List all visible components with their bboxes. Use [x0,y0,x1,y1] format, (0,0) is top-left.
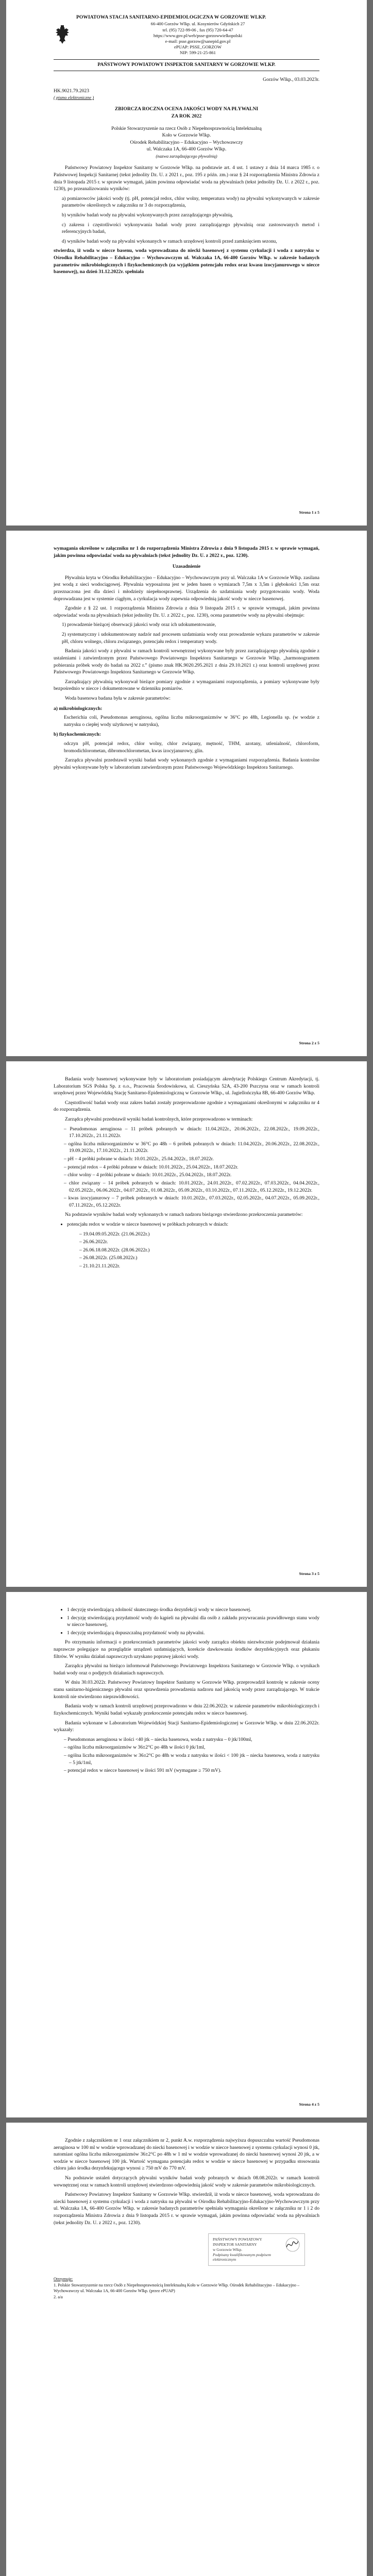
phone-line: tel. (95) 722-99-06 , fax (95) 720-64-47 [162,27,233,32]
paragraph: Częstotliwość badań wody oraz zakres badań zostały przeprowadzone zgodnie z wymaganiami określonymi w załączniku nr 4 do rozporządzenia. [54,1099,319,1113]
paragraph: Badania wykonane w Laboratorium Wojewódzkiej Stacji Sanitarno-Epidemiologicznej w Gorzowie Wlkp. w dniu 22.06.2022r. wykazały: [54,1720,319,1733]
organization-name: POWIATOWA STACJA SANITARNO-EPIDEMIOLOGICZNA W GORZOWIE WLKP. [76,15,266,20]
date-item: – 21.10.21.11.2022r. [84,1263,319,1270]
divider [54,59,319,60]
recipient-item: 2. a/a [54,2294,63,2299]
paragraph: Zgodnie z załącznikiem nr 1 oraz załącznikiem nr 2, punkt A.w. rozporządzenia najwyższa dopuszczalna wartość Pseudomonas aeruginosa w 100 ml w wodzie wprowadzanej do niecki basenowej i w wodzie w niecce basenowej z systemu cyrkulacji wynosi 0 jtk, natomiast ogólna liczba mikroorganizmów 36±2°C po 48h w 1 ml w wodzie wprowadzanej do niecki basenowej wynosi 20 jtk, a w wodzie w niecce basenowej 100 jtk. Wartość wymagana potencjału redox w wodzie w niecce basenowej w przypadku stosowania chloru jako środka dezynfekującego wynosi ≥ 750 mV do 770 mV. [54,2138,319,2172]
paragraph: wymagania określone w załączniku nr 1 do rozporządzenia Ministra Zdrowia z dnia 9 listopada 2015 r. w sprawie wymagań, jakim powinna odpowiadać woda na pływalniach (tekst jednolity Dz. U. z 2022 r., poz. 1230). [54,546,319,558]
document-title [54,106,319,120]
list-item: a) pomiarowców jakości wody (tj. pH, potencjał redox, chlor wolny, temperatura wody) na pływalni wykonywanych w zakresie parametrów określonych w załączniku nr 3 do rozporządzenia, [62,195,319,209]
document-page-5 [6,2123,367,2576]
date-item: – 26.06.18.08.2022r. (28.06.2022r.) [84,1247,319,1254]
sub-heading: a) mikrobiologicznych: [54,705,103,711]
document-page-4 [6,1592,367,2117]
list-item: – chlor związany – 14 próbek pobranych w dniach: 10.01.2022r., 24.01.2022r., 07.02.2022r., 07.03.2022r., 04.04.2022r., 02.05.2022r., 06.06.2022r., 04.07.2022r., 01.08.2022r., 05.09.2022r., 03.10.2022r., 07.11.2022r., 05.12.2022r., 19.12.2022r. [69,1180,319,1194]
paragraph: Państwowy Powiatowy Inspektor Sanitarny w Gorzowie Wlkp. stwierdził, iż woda w niecce basenowej, woda wprowadzana do niecki basenowej z systemu cyrkulacji i woda z natrysku na pływalni w Ośrodku Rehabilitacyjno-Edukacyjno-Wychowawczym przy ul. Walczaka 1A, 66-400 Gorzów Wlkp. w zakresie badanych parametrów spełniała wymagania określone w załączniku nr 1 i 2 do rozporządzenia Ministra Zdrowia z dnia 9 listopada 2015 r. w sprawie wymagań, jakim powinna odpowiadać woda na pływalniach (tekst jednolity Dz. U. z 2022 r., poz. 1230). [54,2192,319,2226]
paragraph: Na podstawie wyników badań wody wykonanych w ramach nadzoru bieżącego stwierdzono przekroczenia parametrów: [65,1212,303,1218]
list-item: – chlor wolny – 4 próbki pobrane w dniach: 10.01.2022r., 25.04.2022r., 18.07.2022r. [69,1172,319,1179]
website-link[interactable]: https://www.gov.pl/web/psse-gorzowwielkopolski [153,32,243,38]
list-item: – Pseudomonas aeruginosa w ilości <40 jtk – niecka basenowa, woda z natrysku – 0 jtk/100ml, [69,1736,319,1743]
results-list [54,1736,319,1774]
list-item: Escherichia coli, Pseudomonas aeruginosa, ogólna liczba mikroorganizmów w 36°C po 48h, Legionella sp. (w wodzie z natrysku o ciepłej wody użytkowej w natrysku), [64,715,319,727]
recipient-line: ul. Walczaka 1A, 66-400 Gorzów Wlkp. [146,146,227,152]
signature-scribble-icon [285,2237,300,2252]
decision-list [54,1606,319,1636]
list-item: – ogólna liczba mikroorganizmów w 36°C po 48h – 6 próbek pobranych w dniach: 11.04.2022r., 20.06.2022r., 22.08.2022r., 19.09.2022r., 17.10.2022r., 21.11.2022r. [69,1141,319,1155]
title-line-2: ZA ROK 2022 [171,113,202,120]
title-line-1: ZBIORCZA ROCZNA OCENA JAKOŚCI WODY NA PŁYWALNI [114,106,259,112]
document-page-3 [6,1061,367,1587]
recipients-heading: Otrzymuje: [54,2277,73,2282]
list-item: – ogólna liczba mikroorganizmów w 36±2°C po 48h w woda z natrysku w ilości < 100 jtk – niecka basenowa, woda z natrysku – 5 jtk/1ml, [69,1752,319,1766]
inspector-title: PAŃSTWOWY POWIATOWY INSPEKTOR SANITARNY W GORZOWIE WLKP. [97,62,276,67]
paragraph: Na podstawie ustaleń dotyczących pływalni wyników badań wody pobranych w dniach 08.08.2022r. w ramach kontroli wewnętrznej oraz w ramach kontroli urzędowej stwierdzono odpowiednią jakość wody w zakresie parametrów mikrobiologicznych. [54,2175,319,2188]
page-number: Strona 2 z 5 [299,1040,319,1045]
list-item: – ogólna liczba mikroorganizmów w 36±2°C po 48h w ilości 0 jtk/1ml, [69,1744,319,1751]
epuap-line: ePUAP: PSSE_GORZOW [174,44,222,50]
list-item: – Pseudomonas aeruginosa – 11 próbek pobranych w dniach: 11.04.2022r., 20.06.2022r., 22.08.2022r., 19.09.2022r., 17.10.2022r., 21.11.2022r. [69,1126,319,1140]
list-item: • potencjału redox w wodzie w niecce basenowej w próbkach pobranych w dniach: [67,1221,319,1228]
list-item: – kwas izocyjanurowy – 7 próbek pobranych w dniach: 10.01.2022r., 07.03.2022r., 02.05.2022r., 04.07.2022r., 05.09.2022r., 07.11.2022r., 05.12.2022r. [69,1195,319,1209]
conclusion-paragraph: stwierdza, iż woda w niecce basenu, woda wprowadzana do niecki basenowej z systemu cyrkulacji i woda z natrysku w Ośrodku Rehabilitacyjno – Edukacyjno – Wychowawczym ul. Walczaka 1A, 66-400 Gorzów Wlkp. w zakresie badanych parametrów mikrobiologicznych i fizykochemicznych (za wyjątkiem potencjału redox oraz kwasu izocyjanurowego w niecce basenowej), na dzień 31.12.2022r. spełniała [54,248,319,275]
page-number: Strona 3 z 5 [299,1571,319,1576]
electronic-signature [208,2233,305,2266]
recipient-line: Koło w Gorzowie Wlkp. [162,132,211,139]
date-item: – 26.06.2022r. [84,1239,319,1246]
date-item: – 19.04.09.05.2022r. (21.06.2022r.) [84,1231,319,1238]
paragraph: Zarządca pływalni przedstawił wyniki badań wody wykonanych zgodnie z wymaganiami rozporządzenia. Badania kontrolne pływalni wykonywane były w laboratorium zatwierdzonym przez Państwowego Wojewódzkiego Inspektora Sanitarnego. [54,757,319,770]
paragraph: Pływalnia kryta w Ośrodku Rehabilitacyjno – Edukacyjno – Wychowawczym przy ul. Walczaka 1A w Gorzowie Wlkp. zasilana jest wodą z sieci wodociągowej. Pływalnia wyposażona jest w jeden basen o wymiarach 7,5m x 3,5m i głębokości 1,5m oraz przeznaczona jest dla dzieci i młodzieży niepełnosprawnej. Urządzenia do uzdatniania wody przygotowaniu wody. Woda doprowadzana jest w systemie ciągłym, a cyrkulacja wody zapewnia odpowiednią jakość wody w niecce basenowej. [54,574,319,602]
paragraph: W dniu 30.03.2022r. Państwowy Powiatowy Inspektor Sanitarny w Gorzowie Wlkp. przeprowadził kontrolę w zakresie oceny stanu sanitarno-higienicznego pływalni oraz sprawdzenia prowadzenia nadzoru nad jakością wody przez zarządzającego. W trakcie kontroli nie stwierdzono nieprawidłowości. [54,1680,319,1700]
exceedance-list [54,1221,319,1228]
list-item: – potencjał redox w niecce basenowej w ilości 591 mV (wymagane ≥ 750 mV). [69,1767,319,1774]
paragraph: Zarządca pływalni na bieżąco informował Państwowego Powiatowego Inspektora Sanitarnego w Gorzowie Wlkp. o wynikach badań wody oraz o podjętych działaniach naprawczych. [54,1663,319,1676]
email-link[interactable]: e-mail: psse.gorzow@sanepid.gov.pl [165,39,231,44]
paragraph: Państwowy Powiatowy Inspektor Sanitarny w Gorzowie Wlkp. na podstawie art. 4 ust. 1 ustawy z dnia 14 marca 1985 r. o Państwowej Inspekcji Sanitarnej (tekst jednolity Dz. U. z 2021 r., poz. 195 z późn. zm.) oraz § 24 rozporządzenia Ministra Zdrowia z dnia 9 listopada 2015 r. w sprawie wymagań, jakim powinna odpowiadać woda na pływalniach (tekst jednolity Dz. U. z 2022 r., poz. 1230), po przeanalizowaniu wyników: [54,165,319,192]
list-item: c) zakresu i częstotliwości wykonywania badań wody przez zarządzającego pływalnią oraz zastosowanych metod i referencyjnych badań, [62,222,319,235]
list-item: – pH – 4 próbki pobrane w dniach: 10.01.2022r., 25.04.2022r., 18.07.2022r. [69,1156,319,1163]
recipient-item: 1. Polskie Stowarzyszenie na rzecz Osób z Niepełnosprawnością Intelektualną Koło w Gorzowie Wlkp. Ośrodek Rehabilitacyjno – Edukacyjno – Wychowawczy ul. Walczaka 1A, 66-400 Gorzów Wlkp. (przez ePUAP) [54,2282,300,2294]
address-line: 66-400 Gorzów Wlkp. ul. Kosynierów Gdyńskich 27 [150,21,245,27]
signature-line: INSPEKTOR SANITARNY [213,2242,257,2247]
paragraph: Badania jakości wody z pływalni w ramach kontroli wewnętrznej wykonywane były przez zarządzającego pływalnią zgodnie z ustaleniami i zatwierdzonym przez Państwowego Powiatowego Inspektora Sanitarnego w Gorzowie Wlkp. „harmonogramem pobierania próbek wody do badań na 2022 r.” (pismo znak HK.9020.295.2021 z dnia 29.10.2021 r.) oraz kontroli urzędowej przez Państwowego Powiatowego Inspektora Sanitarnego w Gorzowie Wlkp. [54,648,319,675]
paragraph: Zarządca pływalni przedstawił wyniki badań kontrolnych, które przeprowadzono w terminach: [65,1116,253,1123]
paragraph: Zgodnie z § 22 ust. 1 rozporządzenia Ministra Zdrowia z dnia 9 listopada 2015 r. w sprawie wymagań, jakim powinna odpowiadać woda na pływalniach (tekst jednolity Dz. U. z 2022 r., poz. 1230), ocena parametrów wody na pływalni obejmuje: [54,605,319,618]
page-number: Strona 4 z 5 [299,2102,319,2107]
list-item: b) wyników badań wody na pływalni wykonywanych przez zarządzającego pływalnią, [62,212,233,218]
recipient-address [54,125,319,160]
paragraph: Po otrzymaniu informacji o przekroczeniach parametrów jakości wody zarządca obiektu niezwłocznie podejmował działania naprawcze polegające na przeglądzie urządzeń uzdatniających, korekcie dawkowania środków dezynfekcyjnych oraz płukaniu filtrów. W wyniku działań naprawczych uzyskano poprawę jakości wody. [54,1639,319,1659]
letterhead [54,14,319,56]
sampling-list [54,1126,319,1209]
recipient-line: Ośrodek Rehabilitacyjno – Edukacyjno – Wychowawczy [130,139,243,145]
list-item: odczyn pH, potencjał redox, chlor wolny, chlor związany, mętność, THM, azotany, utlenialność, chloroform, bromodichlorometan, dibromochlorometan, kwas izocyjanurowy, glin. [64,741,319,754]
date-item: – 26.08.2022r. (25.08.2022r.) [84,1255,319,1262]
section-heading: Uzasadnienie [172,564,201,570]
paragraph: Woda basenowa badana była w zakresie parametrów: [65,695,171,701]
recipient-note: (nazwa zarządzającego pływalnią) [156,154,217,159]
document-date: Gorzów Wlkp., 03.03.2023r. [263,77,319,82]
signature-line: w Gorzowie Wlkp. [213,2247,243,2252]
document-page-1 [6,0,367,526]
eagle-emblem-icon [54,25,71,45]
list-item: • 1 decyzję stwierdzającą przydatność wody do kąpieli na pływalni dla osób z zakładu przywracania prawidłowego stanu wody w niecce basenowej, [67,1615,319,1629]
recipients [54,2276,319,2300]
list-item: d) wyników badań wody na pływalni wykonanych w ramach urzędowej kontroli przed zamknięciem sezonu, [62,238,277,244]
reference-note: ( pismo elektroniczne ) [54,95,94,100]
paragraph: Badania wody w ramach kontroli urzędowej przeprowadzono w dniu 22.06.2022r. w zakresie parametrów mikrobiologicznych i fizykochemicznych. Wyniki badań wykazały przekroczenie potencjału redox w niecce basenowej. [54,1703,319,1716]
page-number: Strona 1 z 5 [299,510,319,515]
sub-heading: b) fizykochemicznych: [54,732,101,738]
signature-line: PAŃSTWOWY POWIATOWY [213,2237,262,2242]
list-item: 1) prowadzenie bieżącej obserwacji jakości wody oraz ich udokumentowanie, [62,622,216,628]
nip-line: NIP: 599-21-25-861 [180,50,216,56]
dates-list [54,1231,319,1270]
signature-note: Podpisany kwalifikowanym podpisem elektronicznym [213,2252,271,2262]
list-item: – potencjał redox – 4 próbki pobrane w dniach: 10.01.2022r., 25.04.2022r., 18.07.2022r. [69,1164,319,1171]
document-page-2 [6,531,367,1056]
paragraph: Zarządzający pływalnią wykonywał bieżące pomiary zgodnie z wymaganiami rozporządzenia, a pomiary wykonywane były bezpośrednio w niecce i dokumentowane w dzienniku pomiarów. [54,679,319,692]
reference-number: HK.9021.79.2023 [54,88,90,94]
recipient-line: Polskie Stowarzyszenie na rzecz Osób z Niepełnosprawnością Intelektualną [111,125,262,131]
list-item: • 1 decyzję stwierdzającą dopuszczalną przydatność wody na pływalni. [67,1630,319,1637]
list-item: 2) systematyczny i udokumentowany nadzór nad procesem uzdatniania wody oraz prowadzenie wykazu parametrów w zakresie pH, chloru wolnego, chloru związanego, potencjału redox i temperatury wody. [62,632,319,645]
paragraph: Badania wody basenowej wykonywane były w laboratorium posiadającym akredytację Polskiego Centrum Akredytacji, tj. Laboratorium SGS Polska Sp. z o.o., Pracownia Środowiskowa, ul. Cieszyńska 52A, 43-200 Pszczyna oraz w ramach kontroli urzędowej przez Wojewódzką Stację Sanitarno-Epidemiologiczną w Gorzowie Wlkp., ul. Jagiellończyka 8B, 66-400 Gorzów Wlkp. [54,1076,319,1096]
list-item: • 1 decyzję stwierdzającą zdolność skutecznego środka dezynfekcji wody w niecce basenowej. [67,1606,319,1614]
